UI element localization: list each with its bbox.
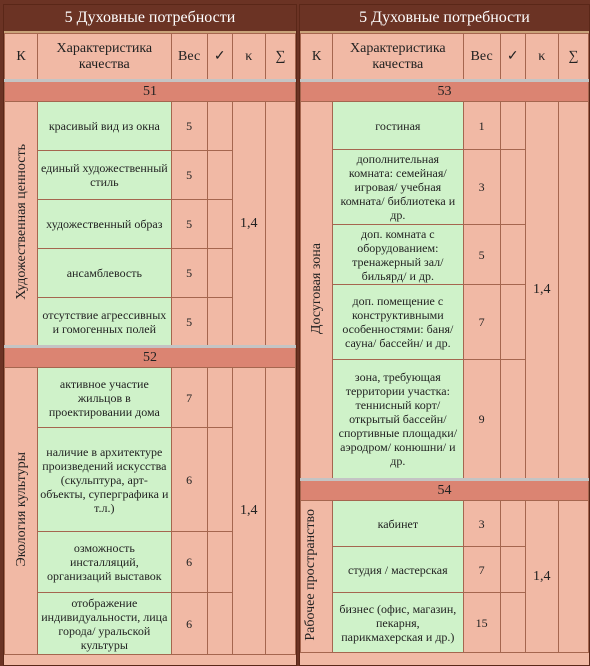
check-cell[interactable]: [207, 428, 232, 532]
weight-cell: 3: [463, 501, 500, 547]
table-row: [301, 102, 589, 150]
weight-cell: 5: [171, 151, 207, 200]
header-kappa: κ: [525, 34, 558, 81]
header-k: К: [301, 34, 333, 81]
section-header-row: [5, 347, 296, 368]
characteristic-cell: отсутствие агрессивных и гомогенных полей: [38, 298, 171, 347]
characteristic-cell: гостиная: [333, 102, 463, 150]
table-row: [5, 102, 296, 151]
group-label: Экология культуры: [13, 452, 29, 567]
weight-cell: 5: [171, 200, 207, 249]
characteristic-cell: доп. помещение с конструктивными особенностями: баня/ сауна/ бассейн/ и др.: [333, 285, 463, 360]
check-cell[interactable]: [500, 360, 525, 480]
characteristic-cell: отображение индивидуальности, лица города/ уральской культуры: [38, 593, 171, 655]
header-sum: ∑: [558, 34, 588, 81]
weight-cell: 15: [463, 593, 500, 653]
check-cell[interactable]: [207, 249, 232, 298]
characteristic-cell: единый художественный стиль: [38, 151, 171, 200]
weight-cell: 5: [171, 298, 207, 347]
check-cell[interactable]: [207, 593, 232, 655]
characteristic-cell: доп. комната с оборудованием: тренажерный зал/ бильярд/ и др.: [333, 225, 463, 285]
sum-cell: [558, 501, 588, 653]
header-sum: ∑: [265, 34, 295, 81]
weight-cell: 7: [463, 285, 500, 360]
check-cell[interactable]: [207, 298, 232, 347]
characteristic-cell: зона, требующая территории участка: теннисный корт/ открытый бассейн/ спортивные площадки/ аэродром/ конюшни/ и др.: [333, 360, 463, 480]
group-label: Рабочее пространство: [303, 509, 318, 641]
check-cell[interactable]: [500, 225, 525, 285]
header-row: [5, 34, 296, 81]
check-cell[interactable]: [500, 150, 525, 225]
section-header-row: [301, 480, 589, 501]
table-row: [301, 501, 589, 547]
group-cell: [5, 102, 38, 347]
check-cell[interactable]: [500, 547, 525, 593]
characteristic-cell: красивый вид из окна: [38, 102, 171, 151]
right-panel: [299, 4, 590, 666]
header-characteristic: Характеристика качества: [333, 34, 463, 81]
section-number: 53: [301, 81, 589, 102]
weight-cell: 5: [463, 225, 500, 285]
weight-cell: 6: [171, 428, 207, 532]
weight-cell: 6: [171, 532, 207, 593]
characteristic-cell: наличие в архитектуре произведений искусства (скульптура, арт-объекты, суперграфика и т.л.): [38, 428, 171, 532]
group-cell: [5, 368, 38, 655]
header-row: [301, 34, 589, 81]
header-check: ✓: [207, 34, 232, 81]
header-weight: Вес: [463, 34, 500, 81]
characteristic-cell: озможность инсталляций, организаций выставок: [38, 532, 171, 593]
characteristic-cell: активное участие жильцов в проектировании дома: [38, 368, 171, 428]
weight-cell: 7: [171, 368, 207, 428]
sum-cell: [558, 102, 588, 480]
characteristic-cell: дополнительная комната: семейная/ игровая/ учебная комната/ библиотека и др.: [333, 150, 463, 225]
kappa-cell: 1,4: [232, 102, 265, 347]
section-header-row: [301, 81, 589, 102]
weight-cell: 5: [171, 102, 207, 151]
sum-cell: [265, 102, 295, 347]
section-number: 54: [301, 480, 589, 501]
characteristic-cell: кабинет: [333, 501, 463, 547]
characteristic-cell: бизнес (офис, магазин, пекарня, парикмахерская и др.): [333, 593, 463, 653]
panel-title: 5 Духовные потребности: [4, 5, 296, 33]
weight-cell: 1: [463, 102, 500, 150]
check-cell[interactable]: [500, 593, 525, 653]
weight-cell: 3: [463, 150, 500, 225]
header-check: ✓: [500, 34, 525, 81]
check-cell[interactable]: [207, 151, 232, 200]
section-number: 51: [5, 81, 296, 102]
group-cell: [301, 501, 333, 653]
kappa-cell: 1,4: [525, 102, 558, 480]
group-label: Художественная ценность: [13, 144, 29, 300]
header-k: К: [5, 34, 38, 81]
table-row: [5, 368, 296, 428]
weight-cell: 9: [463, 360, 500, 480]
characteristic-cell: художественный образ: [38, 200, 171, 249]
panel-title: 5 Духовные потребности: [300, 5, 589, 33]
sum-cell: [265, 368, 295, 655]
check-cell[interactable]: [207, 102, 232, 151]
section-header-row: [5, 81, 296, 102]
kappa-cell: 1,4: [525, 501, 558, 653]
group-label: Досуговая зона: [309, 242, 325, 335]
check-cell[interactable]: [500, 285, 525, 360]
quality-table: [300, 33, 589, 653]
group-cell: [301, 102, 333, 480]
left-panel: [3, 4, 297, 666]
weight-cell: 7: [463, 547, 500, 593]
quality-table: [4, 33, 296, 655]
check-cell[interactable]: [500, 501, 525, 547]
weight-cell: 5: [171, 249, 207, 298]
check-cell[interactable]: [207, 532, 232, 593]
section-number: 52: [5, 347, 296, 368]
check-cell[interactable]: [500, 102, 525, 150]
header-kappa: κ: [232, 34, 265, 81]
characteristic-cell: ансамблевость: [38, 249, 171, 298]
check-cell[interactable]: [207, 200, 232, 249]
weight-cell: 6: [171, 593, 207, 655]
kappa-cell: 1,4: [232, 368, 265, 655]
characteristic-cell: студия / мастерская: [333, 547, 463, 593]
header-weight: Вес: [171, 34, 207, 81]
check-cell[interactable]: [207, 368, 232, 428]
header-characteristic: Характеристика качества: [38, 34, 171, 81]
